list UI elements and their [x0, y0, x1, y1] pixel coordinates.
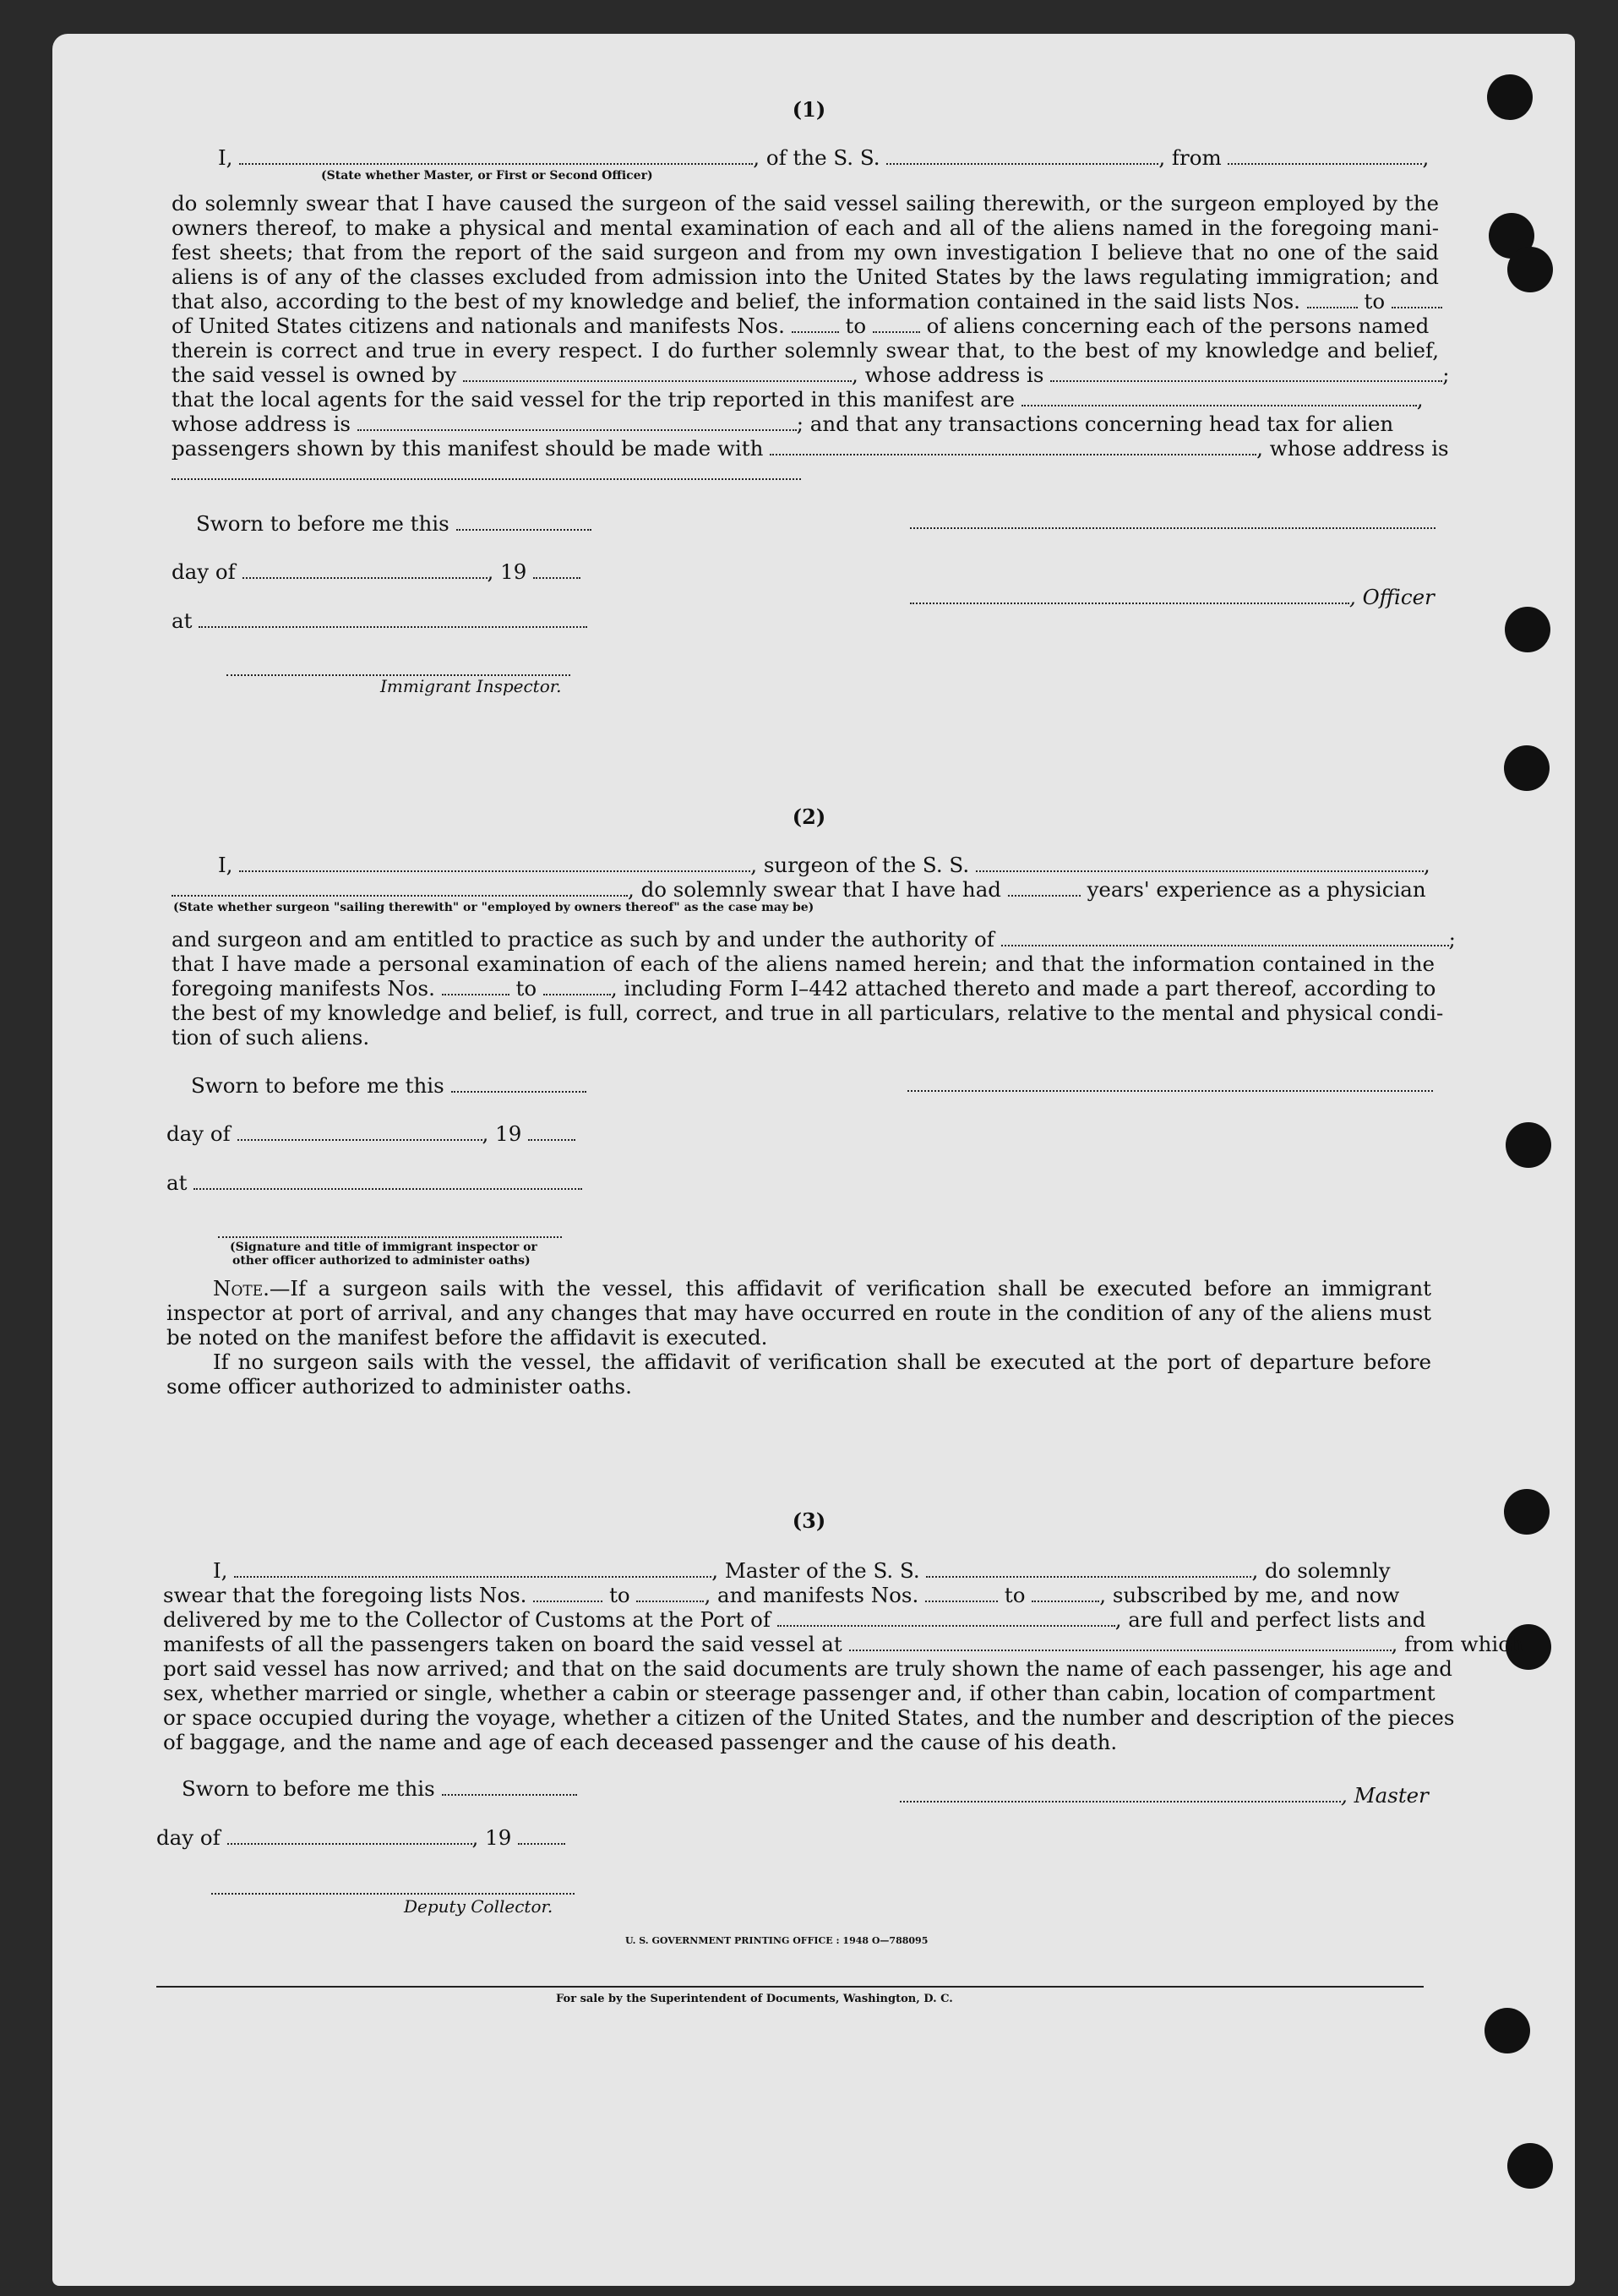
s2-note-line-2: inspector at port of arrival, and any changes that may have occurred en route in the condition of any of the aliens must: [166, 1301, 1431, 1325]
s3-line-3: delivered by me to the Collector of Customs at the Port of , are full and perfect lists and: [163, 1607, 1426, 1632]
s1-sworn-label: Sworn to before me this: [196, 511, 591, 536]
s3-sworn-label: Sworn to before me this: [182, 1776, 577, 1801]
s2-note-line-4: If no surgeon sails with the vessel, the affidavit of verification shall be executed at the port of departure before: [213, 1350, 1431, 1374]
s1-signature-line: [910, 527, 1435, 529]
punch-hole: [1485, 2008, 1530, 2053]
footer-rule: [156, 1986, 1424, 1988]
s3-line-7: or space occupied during the voyage, whether a citizen of the United States, and the number and description of the pieces: [163, 1705, 1455, 1730]
s2-signature-line: [907, 1090, 1433, 1092]
s2-line-4: that I have made a personal examination of each of the aliens named herein; and that the information contained in the: [172, 952, 1435, 976]
s3-line-5: port said vessel has now arrived; and that on the said documents are truly shown the name of each passenger, his age and: [163, 1656, 1452, 1681]
s2-sig-note-2: other officer authorized to administer oaths): [232, 1254, 531, 1268]
s3-line-2: swear that the foregoing lists Nos. to , and manifests Nos. to , subscribed by me, and now: [163, 1583, 1400, 1607]
punch-hole: [1506, 1122, 1551, 1168]
s2-note-line-3: be noted on the manifest before the affidavit is executed.: [166, 1325, 768, 1350]
s3-day-label: day of , 19: [156, 1825, 565, 1850]
s2-note-line-1: Note.—If a surgeon sails with the vessel, this affidavit of verification shall be executed before an immigrant: [213, 1276, 1431, 1301]
s1-inspector-label: Immigrant Inspector.: [380, 676, 562, 696]
s3-line-6: sex, whether married or single, whether a cabin or steerage passenger and, if other than cabin, location of compartment: [163, 1681, 1435, 1705]
s2-note-line-5: some officer authorized to administer oaths.: [166, 1374, 632, 1399]
s1-paragraph-line: aliens is of any of the classes excluded from admission into the United States by the laws regulating immigration; and: [172, 265, 1439, 289]
s1-at-label: at: [172, 608, 587, 633]
s2-sig-note-1: (Signature and title of immigrant inspector or: [230, 1241, 537, 1254]
punch-hole: [1507, 247, 1553, 292]
s1-line-10: of United States citizens and nationals and manifests Nos. to of aliens concerning each of the persons named: [172, 314, 1430, 338]
s2-line-1: I, , surgeon of the S. S. ,: [218, 853, 1430, 877]
s1-officer-note: (State whether Master, or First or Second Officer): [321, 169, 653, 183]
s1-line-13: that the local agents for the said vessel for the trip reported in this manifest are ,: [172, 387, 1424, 412]
s3-line-4: manifests of all the passengers taken on board the said vessel at , from which: [163, 1632, 1523, 1656]
s2-line-7: tion of such aliens.: [172, 1025, 370, 1050]
s1-line-11: therein is correct and true in every respect. I do further solemnly swear that, to the best of my knowledge and belief,: [172, 338, 1439, 363]
s3-line-1: I, , Master of the S. S. , do solemnly: [213, 1558, 1391, 1583]
s1-line-1: I, , of the S. S. , from ,: [218, 145, 1430, 170]
s1-line-15: passengers shown by this manifest should be made with , whose address is: [172, 436, 1449, 461]
s2-line-6: the best of my knowledge and belief, is full, correct, and true in all particulars, relative to the mental and physical condi-: [172, 1001, 1444, 1025]
s2-sworn-label: Sworn to before me this: [191, 1073, 586, 1098]
s1-paragraph-line: owners thereof, to make a physical and mental examination of each and all of the aliens named in the foregoing mani-: [172, 215, 1439, 240]
s1-line-14: whose address is ; and that any transactions concerning head tax for alien: [172, 412, 1394, 436]
s1-address-blank: [172, 478, 801, 480]
s1-line-12: the said vessel is owned by , whose address is ;: [172, 363, 1450, 387]
section-2-number: (2): [792, 804, 826, 829]
s2-line-2: , do solemnly swear that I have had years' experience as a physician: [172, 877, 1426, 902]
s3-master-label: , Master: [900, 1783, 1429, 1808]
punch-hole: [1505, 607, 1550, 652]
s1-line-9: that also, according to the best of my knowledge and belief, the information contained in the said lists Nos. to: [172, 289, 1442, 314]
gpo-imprint: U. S. GOVERNMENT PRINTING OFFICE : 1948 O—788095: [625, 1935, 929, 1946]
s1-officer-label: , Officer: [910, 585, 1435, 609]
section-1-number: (1): [792, 97, 826, 122]
s1-paragraph-line: fest sheets; that from the report of the said surgeon and from my own investigation I believe that no one of the said: [172, 240, 1439, 265]
s3-deputy-line: [211, 1893, 575, 1895]
punch-hole: [1504, 745, 1550, 791]
s1-day-label: day of , 19: [172, 559, 580, 584]
sale-imprint: For sale by the Superintendent of Documents, Washington, D. C.: [556, 1993, 953, 2005]
s1-paragraph-line: do solemnly swear that I have caused the surgeon of the said vessel sailing therewith, or the surgeon employed by the: [172, 191, 1439, 215]
s2-line-3: and surgeon and am entitled to practice as such by and under the authority of ;: [172, 927, 1456, 952]
s2-at-label: at: [166, 1170, 582, 1195]
s2-line-5: foregoing manifests Nos. to , including Form I–442 attached thereto and made a part thereof, according to: [172, 976, 1436, 1001]
section-3-number: (3): [792, 1508, 826, 1533]
s3-line-8: of baggage, and the name and age of each deceased passenger and the cause of his death.: [163, 1730, 1118, 1754]
punch-hole: [1507, 2143, 1553, 2189]
s2-day-label: day of , 19: [166, 1121, 575, 1146]
s2-inspector-line: [218, 1236, 562, 1238]
s2-surgeon-note: (State whether surgeon "sailing therewith" or "employed by owners thereof" as the case may be): [173, 901, 814, 914]
s3-deputy-label: Deputy Collector.: [404, 1896, 553, 1917]
